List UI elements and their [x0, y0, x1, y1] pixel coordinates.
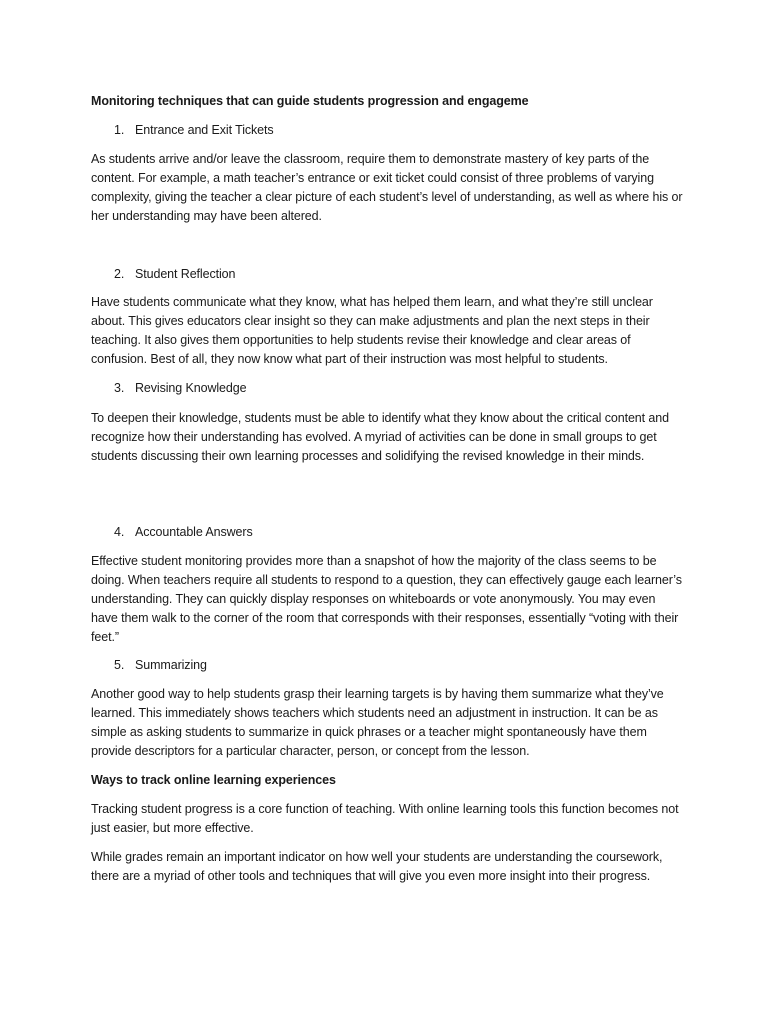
list-item-number: 2.	[114, 267, 125, 281]
list-item-number: 3.	[114, 381, 125, 395]
list-item-label: Accountable Answers	[135, 525, 253, 539]
list-item-label: Student Reflection	[135, 267, 236, 281]
list-item-label: Entrance and Exit Tickets	[135, 123, 274, 137]
paragraph-accountable-answers: Effective student monitoring provides more than a snapshot of how the majority of the class seems to be doing. When teachers require all students to respond to a question, they can effectively gauge each learner’s understanding. They can quickly display responses on whiteboards or vote anonymously. You may even have them walk to the corner of the room that corresponds with their responses, essentially “voting with their feet.”	[91, 554, 682, 644]
list-item-label: Summarizing	[135, 658, 207, 672]
paragraph-grades-indicator: While grades remain an important indicator on how well your students are understanding the coursework, there are a myriad of other tools and techniques that will give you even more insight into their progress.	[91, 850, 663, 883]
document-title: Monitoring techniques that can guide students progression and engageme	[91, 94, 529, 108]
list-item-number: 5.	[114, 658, 125, 672]
list-item-heading-3	[114, 379, 246, 398]
paragraph-tracking-progress: Tracking student progress is a core function of teaching. With online learning tools this function becomes not just easier, but more effective.	[91, 802, 679, 835]
list-item-number: 4.	[114, 525, 125, 539]
list-item-number: 1.	[114, 123, 125, 137]
section-heading-online-learning: Ways to track online learning experiences	[91, 773, 336, 787]
list-item-heading-1	[114, 121, 274, 140]
list-item-heading-2	[114, 265, 235, 284]
list-item-heading-4	[114, 523, 253, 542]
paragraph-entrance-exit-tickets: As students arrive and/or leave the classroom, require them to demonstrate mastery of key parts of the content. For example, a math teacher’s entrance or exit ticket could consist of three problems of varying complexity, giving the teacher a clear picture of each student’s level of understanding, as well as where his or her understanding may have been altered.	[91, 152, 683, 223]
list-item-label: Revising Knowledge	[135, 381, 247, 395]
paragraph-revising-knowledge: To deepen their knowledge, students must be able to identify what they know about the critical content and recognize how their understanding has evolved. A myriad of activities can be done in small groups to get students discussing their own learning processes and solidifying the revised knowledge in their minds.	[91, 411, 669, 463]
paragraph-student-reflection: Have students communicate what they know, what has helped them learn, and what they’re still unclear about. This gives educators clear insight so they can make adjustments and plan the next steps in their teaching. It also gives them opportunities to help students revise their knowledge and clear areas of confusion. Best of all, they now know what part of their instruction was most helpful to students.	[91, 295, 653, 366]
paragraph-summarizing: Another good way to help students grasp their learning targets is by having them summarize what they’ve learned. This immediately shows teachers which students need an adjustment in instruction. It can be as simple as asking students to summarize in quick phrases or a teacher might spontaneously have them provide descriptors for a particular character, person, or concept from the lesson.	[91, 687, 664, 758]
list-item-heading-5	[114, 656, 207, 675]
